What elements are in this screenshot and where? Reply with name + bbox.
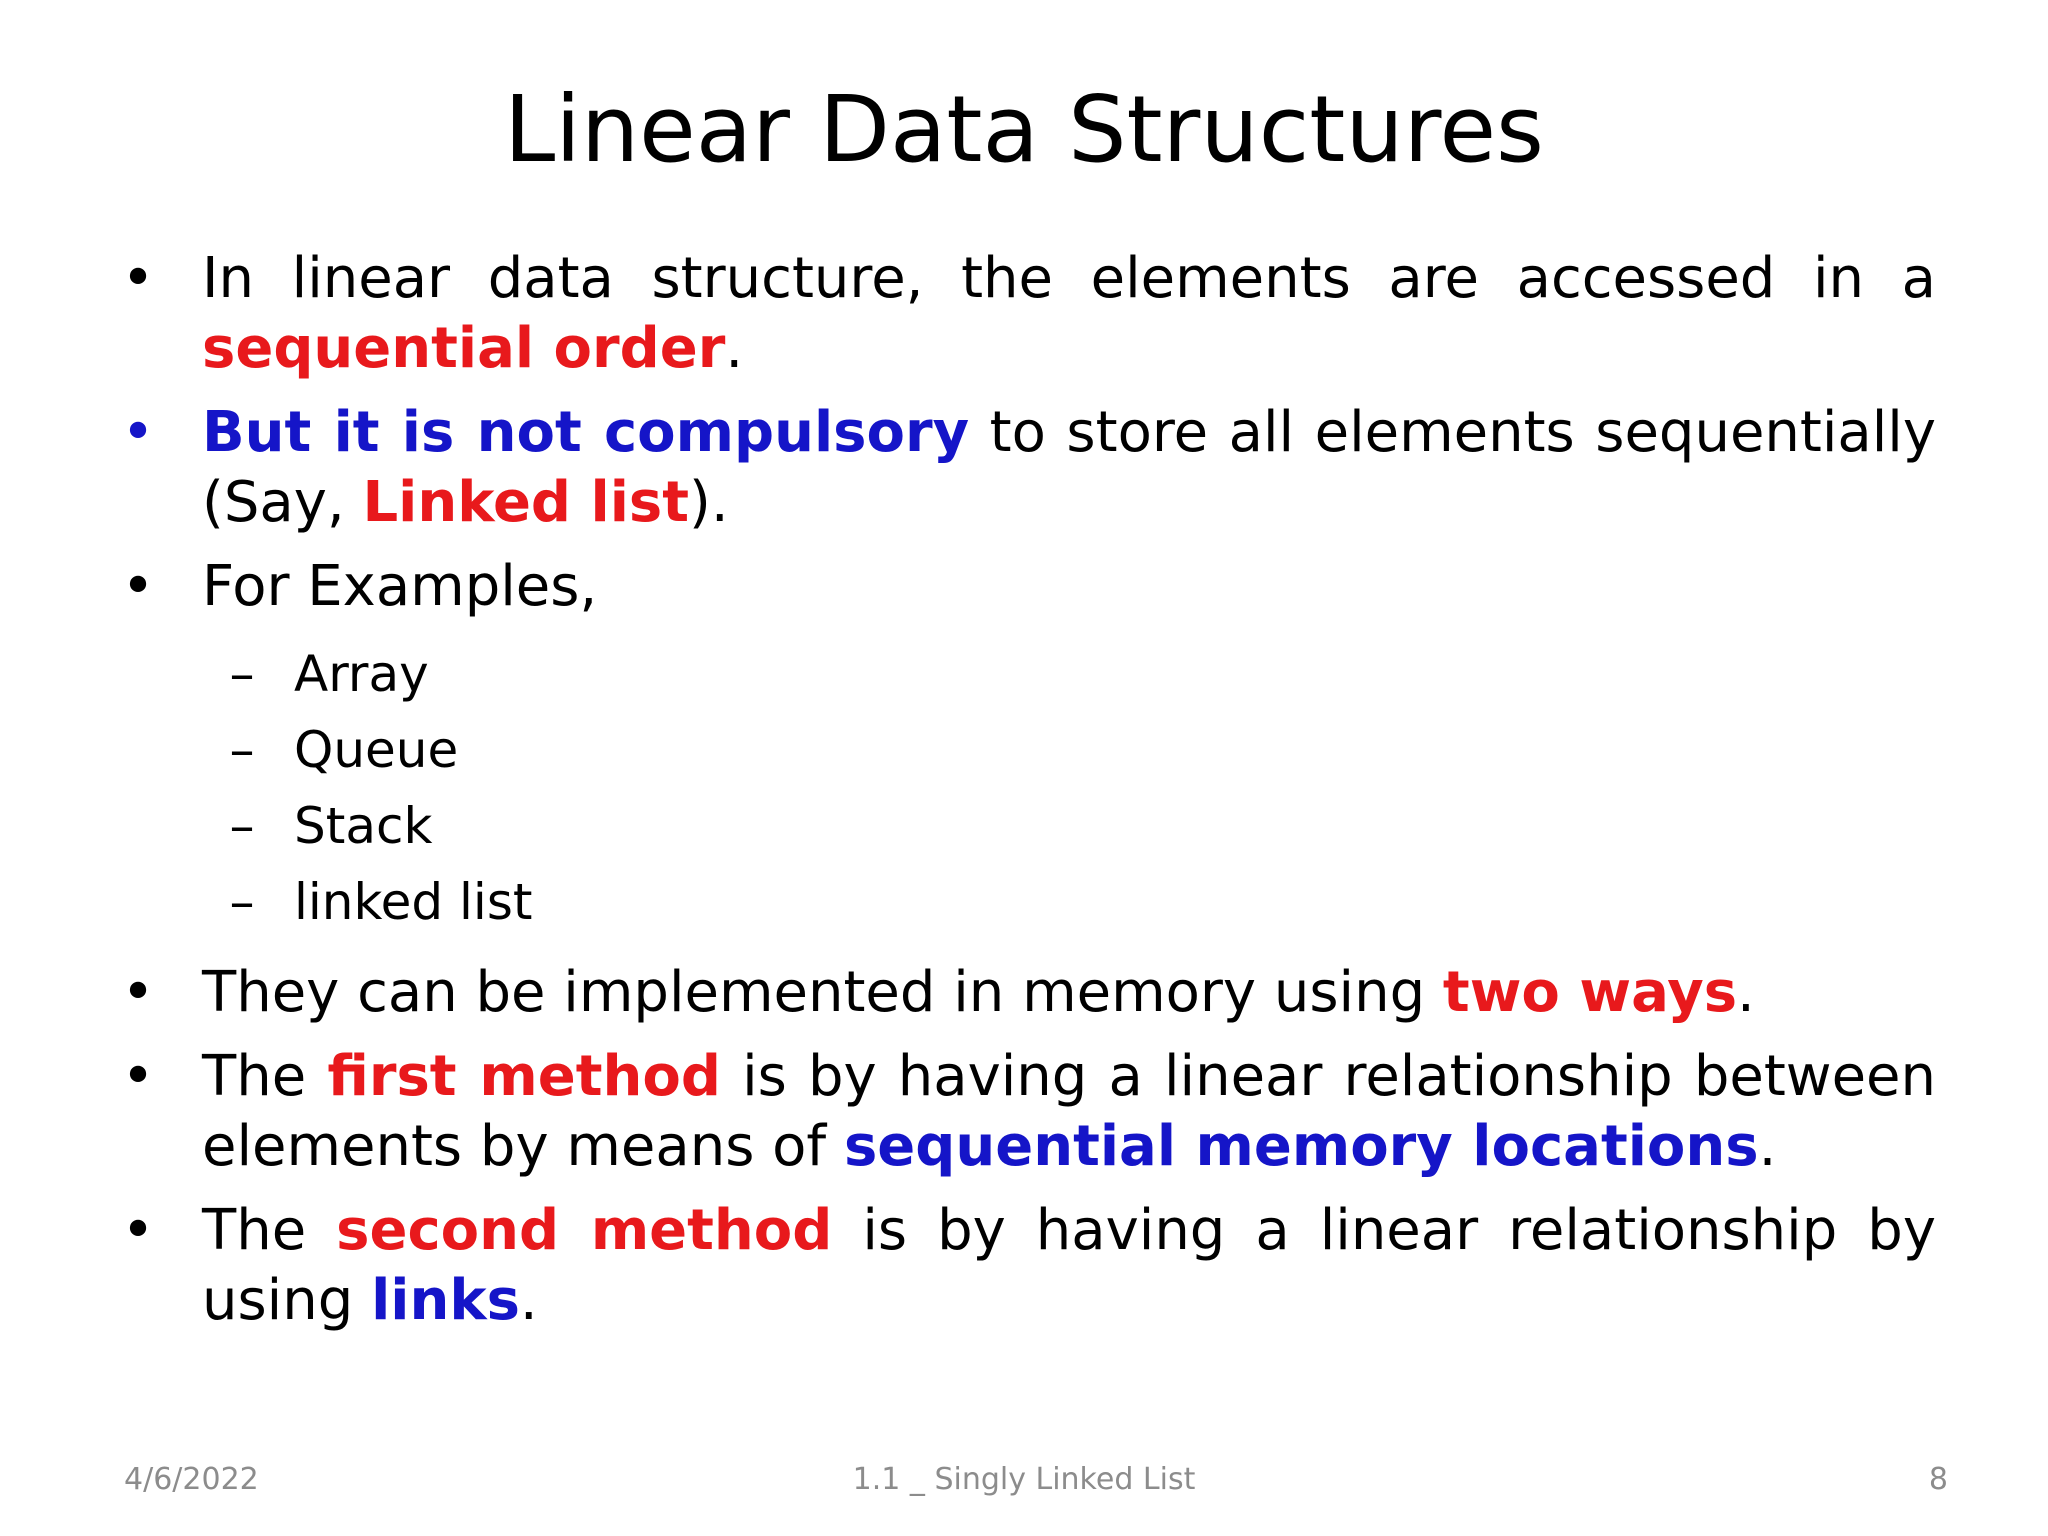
- highlight-not-compulsory: But it is not compulsory: [202, 400, 970, 465]
- footer-title: 1.1 _ Singly Linked List: [852, 1462, 1196, 1497]
- bullet-item-4: [118, 958, 1936, 1028]
- bullet-item-1: [118, 244, 1936, 384]
- example-label: Queue: [294, 721, 459, 779]
- list-item: [118, 712, 1936, 788]
- text-run: They can be implemented in memory using: [202, 960, 1443, 1025]
- text-run: The: [202, 1044, 328, 1109]
- bullet-item-5: [118, 1042, 1936, 1182]
- bullet-item-6: [118, 1196, 1936, 1336]
- text-run: ).: [689, 470, 729, 535]
- bullet-text: For Examples,: [202, 554, 598, 619]
- bullet-text: [202, 1042, 1936, 1182]
- text-run: is by having a linear relationship by using: [202, 1198, 1936, 1333]
- example-label: Array: [294, 645, 429, 703]
- bullet-icon: •: [121, 1198, 155, 1263]
- text-run: In linear data structure, the elements are accessed in a: [202, 246, 1936, 311]
- slide-body: [118, 244, 1936, 1350]
- dash-icon: –: [229, 873, 255, 931]
- bullet-text: [202, 398, 1936, 538]
- text-run: The: [202, 1198, 337, 1263]
- bullet-icon: •: [121, 960, 155, 1025]
- bullet-icon: •: [121, 554, 155, 619]
- dash-icon: –: [229, 797, 255, 855]
- bullet-icon: •: [121, 246, 155, 311]
- bullet-text: [202, 244, 1936, 384]
- text-run: .: [519, 1268, 538, 1333]
- highlight-first-method: first method: [327, 1044, 721, 1109]
- list-item: [118, 788, 1936, 864]
- bullet-text: [202, 958, 1936, 1028]
- bullet-icon: •: [121, 1044, 155, 1109]
- text-run: .: [725, 316, 744, 381]
- example-label: Stack: [294, 797, 433, 855]
- text-run: is by having a linear relationship between elements by means of: [202, 1044, 1937, 1179]
- highlight-two-ways: two ways: [1442, 960, 1738, 1025]
- bullet-text: [202, 1196, 1936, 1336]
- highlight-sequential-order: sequential order: [202, 316, 726, 381]
- highlight-linked-list: Linked list: [362, 470, 689, 535]
- footer-date: 4/6/2022: [124, 1462, 259, 1497]
- bullet-item-3: [118, 552, 1936, 622]
- text-run: .: [1758, 1114, 1777, 1179]
- examples-list: [118, 636, 1936, 940]
- highlight-sequential-memory-locations: sequential memory locations: [843, 1114, 1759, 1179]
- list-item: [118, 864, 1936, 940]
- dash-icon: –: [229, 645, 255, 703]
- example-label: linked list: [294, 873, 533, 931]
- bullet-item-2: [118, 398, 1936, 538]
- highlight-links: links: [371, 1268, 520, 1333]
- dash-icon: –: [229, 721, 255, 779]
- slide-title: Linear Data Structures: [504, 76, 1544, 183]
- list-item: [118, 636, 1936, 712]
- footer-page-number: 8: [1928, 1462, 1948, 1497]
- highlight-second-method: second method: [336, 1198, 833, 1263]
- text-run: to store all elements sequentially (Say,: [202, 400, 1937, 535]
- text-run: .: [1737, 960, 1755, 1025]
- bullet-icon: •: [121, 400, 155, 465]
